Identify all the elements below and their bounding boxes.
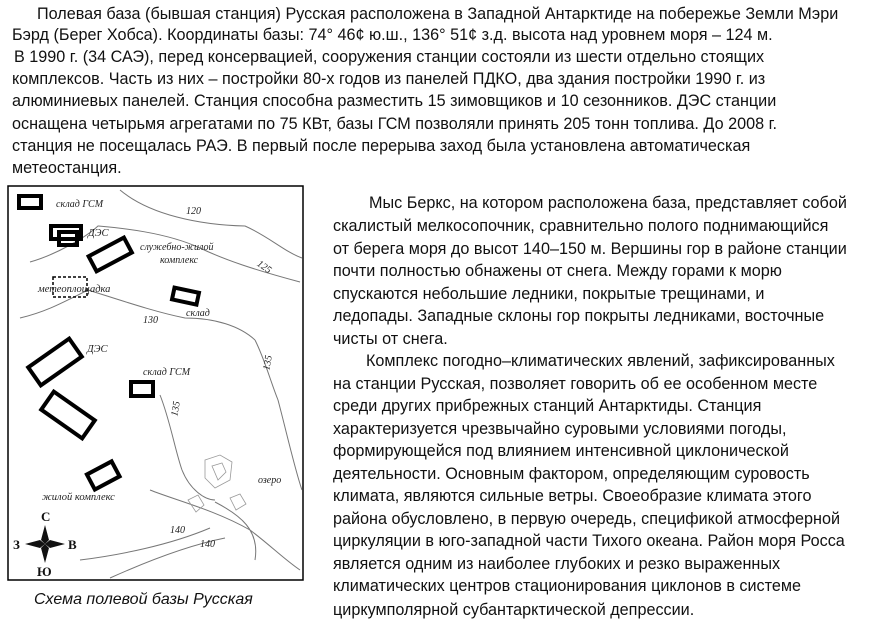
building-fuel-depot-top: [19, 196, 41, 208]
intro-line: метеостанция.: [12, 159, 122, 177]
label-lake: озеро: [258, 475, 282, 486]
building-power-plant-lower: [28, 339, 82, 386]
building-residential-upper: [41, 392, 95, 439]
label-service-residential: служебно-жилой: [140, 242, 214, 253]
description-line: чисты от снега.: [333, 330, 448, 348]
map-caption: Схема полевой базы Русская: [34, 591, 253, 608]
label-power-plant-lower: ДЭС: [87, 344, 108, 355]
description-line: деятельности. Основным фактором, определяющим суровость: [333, 465, 810, 483]
description-line: является одним из наиболее глубоких и резко выраженных: [333, 555, 781, 573]
intro-line: станция не посещалась РАЭ. В первый после перерыва заход была установлена автоматическая: [12, 137, 751, 155]
label-weather-site: метеоплощадка: [38, 284, 111, 295]
description-line: Комплекс погодно–климатических явлений, зафиксированных: [366, 352, 835, 370]
building-service-residential: [89, 238, 132, 272]
contour-label: 135: [261, 354, 275, 372]
compass-east: В: [68, 537, 77, 552]
compass-north: С: [41, 509, 51, 524]
description-line: скалистый мелкосопочник, сравнительно полого поднимающийся: [333, 217, 829, 235]
intro-line: оснащена четырьмя агрегатами по 75 КВт, базы ГСМ позволяли принять 205 тонн топлива. До 2008 г.: [12, 115, 778, 133]
intro-line: В 1990 г. (34 САЭ), перед консервацией, сооружения станции состояли из шести отдельно стоящих: [14, 48, 765, 66]
description-line: почти полностью обнажены от снега. Между горами к морю: [333, 262, 782, 280]
label-fuel-depot-lower: склад ГСМ: [143, 367, 191, 378]
compass-south: Ю: [37, 564, 52, 579]
contour-label: 125: [254, 258, 274, 277]
building-residential-lower: [87, 461, 120, 489]
label-fuel-depot-top: склад ГСМ: [56, 199, 104, 210]
compass-rose-icon: [13, 509, 77, 579]
contour-label: 120: [186, 206, 201, 217]
building-warehouse: [172, 288, 199, 305]
intro-line: Полевая база (бывшая станция) Русская расположена в Западной Антарктиде на побережье Земли Мэри: [37, 5, 839, 23]
description-line: характеризуется чрезвычайно суровыми условиями погоды,: [333, 420, 787, 438]
contour-label: 135: [169, 400, 183, 418]
description-line: Мыс Беркс, на котором расположена база, представляет собой: [369, 194, 847, 212]
label-residential: жилой комплекс: [42, 492, 115, 503]
description-line: ледопады. Западные склоны гор покрыты ледниками, восточные: [333, 307, 825, 325]
description-line: циркуляции в юго-западной части Тихого океана. Район моря Росса: [333, 532, 845, 550]
contour-label: 140: [200, 539, 215, 550]
description-line: района обусловлено, в первую очередь, спецификой атмосферной: [333, 510, 841, 528]
description-line: на станции Русская, позволяет говорить об ее особенном месте: [333, 375, 818, 393]
building-power-plant-top: [51, 226, 81, 245]
description-line: среди других прибрежных станций Антарктиды. Станция: [333, 397, 762, 415]
compass-west: З: [13, 537, 20, 552]
label-warehouse: склад: [186, 308, 210, 319]
intro-line: Бэрд (Берег Хобса). Координаты базы: 74° 46¢ ю.ш., 136° 51¢ з.д. высота над уровнем моря – 124 м.: [12, 26, 773, 44]
description-line: спускаются небольшие ледники, покрытые трещинами, и: [333, 285, 765, 303]
intro-line: комплексов. Часть из них – постройки 80-х годов из панелей ПДКО, два здания постройки 1990 г. из: [12, 70, 766, 88]
description-line: от берега моря до высот 140–150 м. Вершины гор в районе станции: [333, 240, 847, 258]
intro-line: алюминиевых панелей. Станция способна разместить 15 зимовщиков и 10 сезонников. ДЭС станции: [12, 92, 777, 110]
building-fuel-depot-lower: [131, 382, 153, 396]
description-line: формирующейся под влиянием интенсивной циклонической: [333, 442, 789, 460]
description-line: климатических центров стационирования циклонов в системе: [333, 577, 802, 595]
label-power-plant-top: ДЭС: [88, 228, 109, 239]
contour-label: 140: [170, 525, 185, 536]
contour-label: 130: [143, 315, 158, 326]
label-service-residential-2: комплекс: [160, 255, 199, 266]
description-line: климата, являются сильные ветры. Своеобразие климата этого: [333, 487, 812, 505]
description-line: циркумполярной субантарктической депрессии.: [333, 601, 695, 619]
